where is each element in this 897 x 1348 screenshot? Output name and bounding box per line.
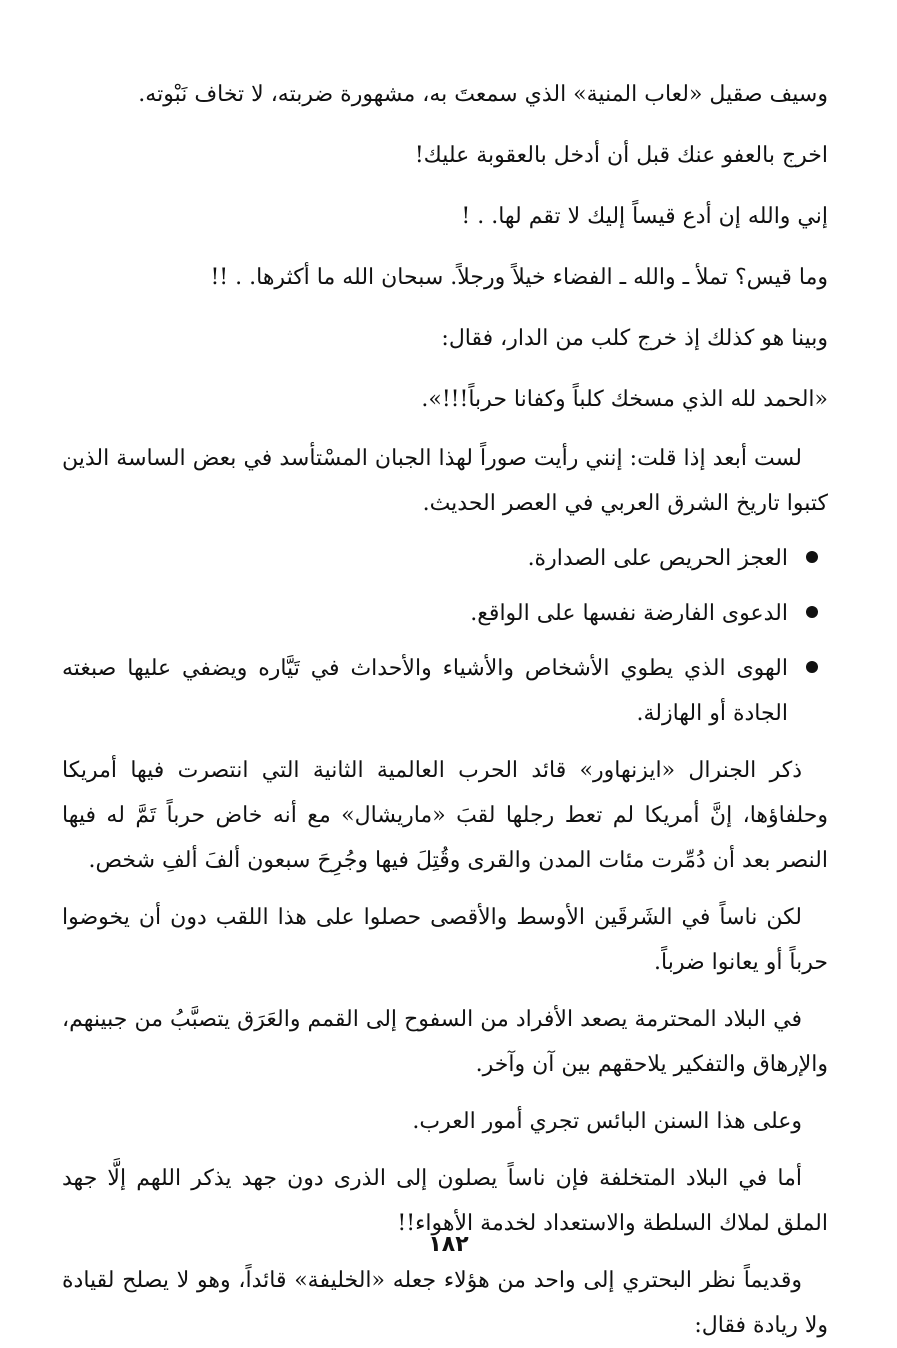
poem-line-1: وسيف صقيل «لعاب المنية» الذي سمعتَ به، مشهورة ضربته، لا تخاف نَبْوته. bbox=[138, 82, 828, 107]
bullet-item bbox=[62, 646, 828, 736]
narration-line: وبينا هو كذلك إذ خرج كلب من الدار، فقال: bbox=[441, 326, 828, 351]
bullet-list bbox=[62, 536, 828, 736]
bullet-item bbox=[62, 591, 828, 636]
dialogue-line-2: إني والله إن أدع قيساً إليك لا تقم لها. . ! bbox=[461, 204, 828, 229]
paragraph-4: في البلاد المحترمة يصعد الأفراد من السفوح إلى القمم والعَرَق يتصبَّبُ من جبينهم، والإرهاق والتفكير يلاحقهم بين آن وآخر. bbox=[62, 1007, 828, 1077]
closing-quote-line: «الحمد لله الذي مسخك كلباً وكفانا حرباً!!!». bbox=[421, 387, 828, 412]
bullet-dot-icon bbox=[806, 551, 818, 563]
bullet-text: الدعوى الفارضة نفسها على الواقع. bbox=[470, 601, 788, 626]
paragraph-1: لست أبعد إذا قلت: إنني رأيت صوراً لهذا الجبان المسْتأسد في بعض الساسة الذين كتبوا تاريخ الشرق العربي في العصر الحديث. bbox=[62, 446, 828, 516]
paragraph-7: وقديماً نظر البحتري إلى واحد من هؤلاء جعله «الخليفة» قائداً، وهو لا يصلح لقيادة ولا ريادة فقال: bbox=[62, 1268, 828, 1338]
bullet-text: الهوى الذي يطوي الأشخاص والأشياء والأحداث في تَيَّاره ويضفي عليها صبغته الجادة أو الهازلة. bbox=[62, 656, 788, 726]
bullet-dot-icon bbox=[806, 661, 818, 673]
bullet-text: العجز الحريص على الصدارة. bbox=[527, 546, 788, 571]
page-body bbox=[62, 72, 828, 1348]
page-number: ١٨٢ bbox=[428, 1232, 469, 1257]
paragraph-2: ذكر الجنرال «ايزنهاور» قائد الحرب العالمية الثانية التي انتصرت فيها أمريكا وحلفاؤها، إنَّ أمريكا لم تعط رجلها لقبَ «ماريشال» مع أنه خاض حرباً تَمَّ له فيها النصر بعد أن دُمِّرت مئات المدن والقرى وقُتِلَ فيها وجُرِحَ سبعون ألفَ ألفِ شخص. bbox=[62, 758, 828, 873]
dialogue-line-1: اخرج بالعفو عنك قبل أن أدخل بالعقوبة عليك! bbox=[414, 143, 828, 168]
paragraph-5: وعلى هذا السنن البائس تجري أمور العرب. bbox=[412, 1109, 802, 1134]
bullet-dot-icon bbox=[806, 606, 818, 618]
paragraph-3: لكن ناساً في الشَرقَين الأوسط والأقصى حصلوا على هذا اللقب دون أن يخوضوا حرباً أو يعانوا ضرباً. bbox=[62, 905, 828, 975]
paragraph-6: أما في البلاد المتخلفة فإن ناساً يصلون إلى الذرى دون جهد يذكر اللهم إلَّا جهد الملق لملاك السلطة والاستعداد لخدمة الأهواء!! bbox=[62, 1166, 828, 1236]
dialogue-line-3: وما قيس؟ تملأ ـ والله ـ الفضاء خيلاً ورجلاً. سبحان الله ما أكثرها. . !! bbox=[210, 265, 828, 290]
bullet-item bbox=[62, 536, 828, 581]
